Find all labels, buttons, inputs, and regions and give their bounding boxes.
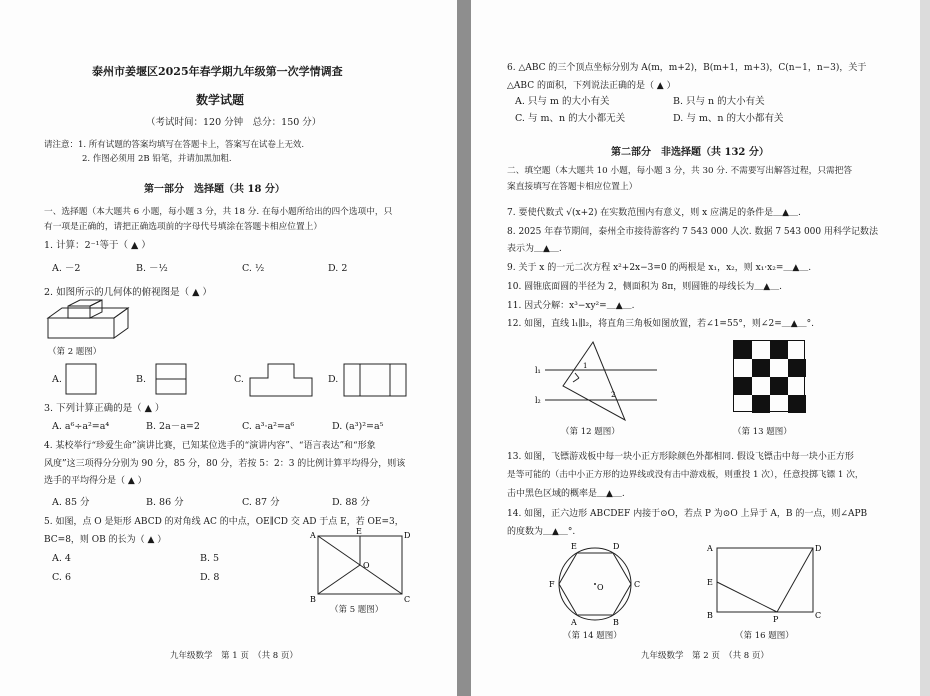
q6-option-c: C. 与 m、n 的大小都无关 — [515, 113, 626, 124]
q3-stem: 3. 下列计算正确的是（ ▲ ） — [44, 403, 165, 414]
q16-label-c: C — [815, 611, 822, 620]
fig12-caption: （第 12 题图） — [561, 427, 620, 437]
q12-label-l1: l₁ — [535, 366, 541, 375]
q13-line-2: 是等可能的（击中小正方形的边界线或没有击中游戏板，则重投 1 次），任意投掷飞镖 1 次， — [507, 470, 864, 480]
q3-option-a: A. a⁶÷a²=a⁴ — [52, 421, 110, 432]
q5-label-b: B — [310, 595, 316, 604]
q2-option-a: A. — [52, 374, 62, 385]
q2-option-d-figure — [342, 362, 410, 400]
q3-option-b: B. 2a－a=2 — [146, 421, 200, 432]
q4-option-a: A. 85 分 — [52, 497, 90, 508]
q2-option-c-figure — [248, 360, 318, 400]
q3-option-c: C. a³·a²=a⁶ — [242, 421, 295, 432]
q2-option-a-figure — [64, 362, 100, 398]
exam-title: 泰州市姜堰区2025年春学期九年级第一次学情调查 — [92, 65, 343, 78]
q14-hexagon-figure — [545, 536, 645, 628]
q2-option-d: D. — [328, 374, 339, 385]
q4-option-d: D. 88 分 — [332, 497, 370, 508]
q2-solid-figure — [44, 298, 134, 344]
part2-heading: 第二部分 非选择题（共 132 分） — [611, 147, 769, 158]
page-gap — [457, 0, 471, 696]
q3-option-d: D. (a³)²=a⁵ — [332, 421, 384, 432]
q12-label-angle-1: 1 — [583, 362, 588, 370]
q6-line-1: 6. △ABC 的三个顶点坐标分别为 A(m，m+2)，B(m+1，m+3)，C(n−1，n−3)，关于 — [507, 63, 867, 73]
q5-label-d: D — [404, 531, 411, 540]
page1-footer: 九年级数学 第 1 页 （共 8 页） — [170, 651, 298, 661]
q10-text: 10. 圆锥底面圆的半径为 2，侧面积为 8π，则圆锥的母线长为＿▲＿. — [507, 282, 783, 292]
q14-line-1: 14. 如图，正六边形 ABCDEF 内接于⊙O，若点 P 为⊙O 上异于 A，B 的一点，则∠APB — [507, 509, 868, 519]
part1-heading: 第一部分 选择题（共 18 分） — [144, 184, 285, 195]
q5-label-o: O — [363, 561, 370, 570]
q12-parallel-lines-figure — [533, 340, 663, 424]
q13-line-3: 击中黑色区域的概率是＿▲＿. — [507, 489, 625, 499]
section2-intro-1: 二、填空题（本大题共 10 小题，每小题 3 分，共 30 分. 不需要写出解答过程，只需把答 — [507, 166, 853, 176]
q5-label-e: E — [356, 527, 362, 536]
q4-option-c: C. 87 分 — [242, 497, 280, 508]
q5-label-a: A — [310, 531, 316, 540]
q1-option-c: C. ½ — [242, 263, 265, 274]
q14-label-e: E — [571, 542, 577, 551]
q5-option-a: A. 4 — [52, 553, 71, 564]
fig16-caption: （第 16 题图） — [735, 631, 794, 641]
fig14-caption: （第 14 题图） — [563, 631, 622, 641]
q16-label-p: P — [773, 615, 779, 624]
fig13-caption: （第 13 题图） — [733, 427, 792, 437]
q16-label-d: D — [815, 544, 822, 553]
q5-rectangle-figure — [308, 526, 412, 604]
exam-page-1 — [0, 0, 457, 696]
exam-info: （考试时间：120 分钟 总分：150 分） — [146, 117, 322, 128]
q5-line-1: 5. 如图，点 O 是矩形 ABCD 的对角线 AC 的中点，OE∥CD 交 AD 于点 E，若 OE=3， — [44, 517, 404, 527]
q2-option-b-figure — [154, 362, 190, 398]
q4-line-2: 风度”这三项得分分别为 90 分，85 分，80 分，若按 5：2：3 的比例计算平均得分，则该 — [44, 459, 406, 469]
section1-intro-1: 一、选择题（本大题共 6 小题，每小题 3 分，共 18 分. 在每小题所给出的四个选项中，只 — [44, 207, 393, 217]
q9-text: 9. 关于 x 的一元二次方程 x²+2x−3=0 的两根是 x₁，x₂，则 x₁·x₂=＿▲＿. — [507, 263, 812, 273]
q2-caption: （第 2 题图） — [48, 347, 102, 357]
q8-line-1: 8. 2025 年春节期间，泰州全市接待游客约 7 543 000 人次. 数据 7 543 000 用科学记数法 — [507, 227, 878, 237]
q4-line-3: 选手的平均得分是（ ▲ ） — [44, 476, 147, 486]
q14-label-b: B — [613, 618, 619, 627]
q6-option-b: B. 只与 n 的大小有关 — [673, 96, 765, 107]
q4-option-b: B. 86 分 — [146, 497, 184, 508]
q4-line-1: 4. 某校举行“珍爱生命”演讲比赛，已知某位选手的“演讲内容”、“语言表达”和“形象 — [44, 441, 376, 451]
q5-line-2: BC=8，则 OB 的长为（ ▲ ） — [44, 535, 167, 545]
q2-option-c: C. — [234, 374, 244, 385]
q12-text: 12. 如图，直线 l₁∥l₂，将直角三角板如图放置，若∠1=55°，则∠2=＿▲＿°. — [507, 319, 815, 329]
q16-rectangle-figure — [703, 538, 827, 624]
exam-subtitle: 数学试题 — [196, 93, 245, 107]
section1-intro-2: 有一项是正确的，请把正确选项前的字母代号填涂在答题卡相应位置上） — [44, 222, 322, 232]
q2-option-b: B. — [136, 374, 147, 385]
q5-label-c: C — [404, 595, 411, 604]
right-edge-strip — [920, 0, 930, 696]
q11-text: 11. 因式分解：x³−xy²=＿▲＿. — [507, 301, 635, 311]
q6-option-d: D. 与 m、n 的大小都有关 — [673, 113, 784, 124]
note-1: 请注意：1. 所有试题的答案均填写在答题卡上，答案写在试卷上无效. — [44, 140, 305, 150]
q1-option-d: D. 2 — [328, 263, 348, 274]
q1-stem: 1. 计算：2⁻¹等于（ ▲ ） — [44, 240, 151, 251]
q2-stem: 2. 如图所示的几何体的俯视图是（ ▲ ） — [44, 287, 212, 298]
q16-label-b: B — [707, 611, 713, 620]
q14-label-d: D — [613, 542, 620, 551]
q12-label-angle-2: 2 — [611, 391, 616, 399]
q6-option-a: A. 只与 m 的大小有关 — [515, 96, 610, 107]
q16-label-a: A — [707, 544, 713, 553]
q13-line-1: 13. 如图，飞镖游戏板中每一块小正方形除颜色外都相同. 假设飞镖击中每一块小正方形 — [507, 452, 854, 462]
q7-text: 7. 要使代数式 √(x+2) 在实数范围内有意义，则 x 应满足的条件是＿▲＿. — [507, 208, 801, 218]
q6-line-2: △ABC 的面积，下列说法正确的是（ ▲ ） — [507, 81, 676, 91]
note-2: 2. 作图必须用 2B 铅笔，并请加黑加粗. — [82, 154, 232, 164]
q12-label-l2: l₂ — [535, 396, 541, 405]
section2-intro-2: 案直接填写在答题卡相应位置上） — [507, 182, 638, 192]
page2-footer: 九年级数学 第 2 页 （共 8 页） — [641, 651, 769, 661]
q14-label-o: O — [597, 583, 604, 592]
q1-option-a: A. －2 — [52, 263, 81, 274]
q8-line-2: 表示为＿▲＿. — [507, 244, 562, 254]
q14-label-c: C — [634, 580, 641, 589]
q14-label-a: A — [571, 618, 577, 627]
q14-line-2: 的度数为＿▲＿°. — [507, 527, 576, 537]
q13-checkerboard — [733, 340, 805, 412]
q5-option-b: B. 5 — [200, 553, 220, 564]
q1-option-b: B. －½ — [136, 263, 168, 274]
exam-page-2 — [471, 0, 930, 696]
q5-option-c: C. 6 — [52, 572, 72, 583]
q5-option-d: D. 8 — [200, 572, 220, 583]
q5-caption: （第 5 题图） — [330, 605, 384, 615]
q14-label-f: F — [549, 580, 555, 589]
q16-label-e: E — [707, 578, 713, 587]
